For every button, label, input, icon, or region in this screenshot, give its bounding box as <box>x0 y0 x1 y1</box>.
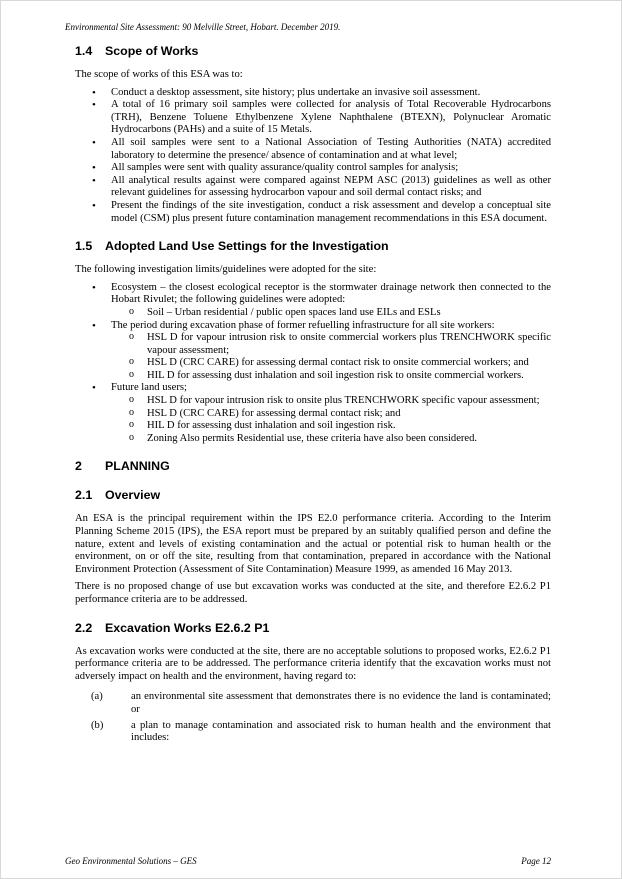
section-number: 2 <box>75 459 82 474</box>
sub-item: o HSL D (CRC CARE) for assessing dermal contact risk to onsite commercial workers; and <box>111 357 551 370</box>
bullet-item: • Present the findings of the site investigation, conduct a risk assessment and develop a conceptual site model (CSM) plus present future contamination management recommendations in this ESA document. <box>75 200 551 225</box>
item-text: a plan to manage contamination and associated risk to human health and the environment that includes: <box>131 719 551 744</box>
paragraph: As excavation works were conducted at the site, there are no acceptable solutions to proposed works, E2.6.2 P1 performance criteria are to be addressed. The performance criteria identify that the excavation works must not adversely impact on health and the environment, having regard to: <box>75 645 551 682</box>
sub-item: o HIL D for assessing dust inhalation and soil ingestion risk to onsite commercial workers. <box>111 370 551 383</box>
sub-item: o HIL D for assessing dust inhalation and soil ingestion risk. <box>111 420 551 433</box>
bullet-list <box>75 282 551 446</box>
section-number: 2.1 <box>75 488 93 503</box>
sub-item: o HSL D (CRC CARE) for assessing dermal contact risk; and <box>111 408 551 421</box>
sub-item: o Soil – Urban residential / public open spaces land use EILs and ESLs <box>111 307 551 320</box>
bullet-item: • All soil samples were sent to a National Association of Testing Authorities (NATA) accredited laboratory to determine the presence/ absence of contamination and at what level; <box>75 137 551 162</box>
item-label: (b) <box>91 719 104 731</box>
heading-planning <box>75 458 551 474</box>
bullet-item: • All samples were sent with quality assurance/quality control samples for analysis; <box>75 162 551 175</box>
lettered-list <box>75 691 551 744</box>
bullet-item <box>75 282 551 320</box>
bullet-item <box>75 320 551 383</box>
running-footer <box>65 856 551 866</box>
bullet-list <box>75 87 551 226</box>
paragraph: There is no proposed change of use but excavation works was conducted at the site, and therefore E2.6.2 P1 performance criteria are to be addressed. <box>75 581 551 605</box>
paragraph: An ESA is the principal requirement within the IPS E2.0 performance criteria. According to the Interim Planning Scheme 2015 (IPS), the ESA report must be prepared by an suitably qualified person and define the nature, extent and levels of existing contamination and the actual or potential risk to human health or the environment, on or off the site, resulting from that contamination, prepared in accordance with the National Environment Protection (Assessment of Site Contamination) Measure 1999, as amended 16 May 2013. <box>75 513 551 575</box>
sub-item: o HSL D for vapour intrusion risk to onsite plus TRENCHWORK specific vapour assessment; <box>111 395 551 408</box>
sub-item: o HSL D for vapour intrusion risk to onsite commercial workers plus TRENCHWORK specific vapour assessment; <box>111 332 551 357</box>
page-number: Page 12 <box>521 856 551 866</box>
lettered-item <box>75 691 551 716</box>
sub-list <box>111 395 551 445</box>
bullet-text: Ecosystem – the closest ecological receptor is the stormwater drainage network then connected to the Hobart Rivulet; the following guidelines were adopted: <box>111 281 551 306</box>
paragraph: The scope of works of this ESA was to: <box>75 69 243 80</box>
section-number: 1.5 <box>75 239 93 254</box>
section-title: Excavation Works E2.6.2 P1 <box>105 620 270 635</box>
bullet-item: • All analytical results against were compared against NEPM ASC (2013) guidelines as well as other relevant guidelines for assessing hydrocarbon vapour and soil dermal contact risks; and <box>75 175 551 200</box>
heading-overview <box>75 487 551 503</box>
bullet-text: Future land users; <box>111 382 187 394</box>
bullet-item: • A total of 16 primary soil samples were collected for analysis of Total Recoverable Hydrocarbons (TRH), Benzene Toluene Ethylbenzene Xylene Naphthalene (BTEXN), Polynuclear Aromatic Hydrocarbons (PAHs) and a suite of 15 Metals. <box>75 99 551 137</box>
bullet-item: • Conduct a desktop assessment, site history; plus undertake an invasive soil assessment. <box>75 87 551 100</box>
paragraph: The following investigation limits/guidelines were adopted for the site: <box>75 264 377 276</box>
bullet-item <box>75 382 551 445</box>
sub-list <box>111 307 551 320</box>
section-number: 1.4 <box>75 44 93 58</box>
heading-scope-of-works <box>75 43 551 59</box>
item-text: an environmental site assessment that demonstrates there is no evidence the land is contaminated; or <box>131 691 551 715</box>
section-title: PLANNING <box>105 459 170 474</box>
bullet-text: The period during excavation phase of former refuelling infrastructure for all site workers: <box>111 319 495 331</box>
item-label: (a) <box>91 691 103 703</box>
section-title: Adopted Land Use Settings for the Investigation <box>105 239 389 254</box>
sub-list <box>111 332 551 382</box>
section-title: Overview <box>105 488 161 503</box>
heading-adopted-land-use <box>75 238 551 254</box>
section-number: 2.2 <box>75 620 93 635</box>
heading-excavation-works <box>75 620 551 636</box>
footer-left: Geo Environmental Solutions – GES <box>65 856 197 866</box>
section-title: Scope of Works <box>105 44 199 58</box>
running-header: Environmental Site Assessment: 90 Melville Street, Hobart. December 2019. <box>65 22 341 32</box>
lettered-item <box>75 720 551 745</box>
page-content <box>75 43 551 748</box>
sub-item: o Zoning Also permits Residential use, these criteria have also been considered. <box>111 433 551 446</box>
